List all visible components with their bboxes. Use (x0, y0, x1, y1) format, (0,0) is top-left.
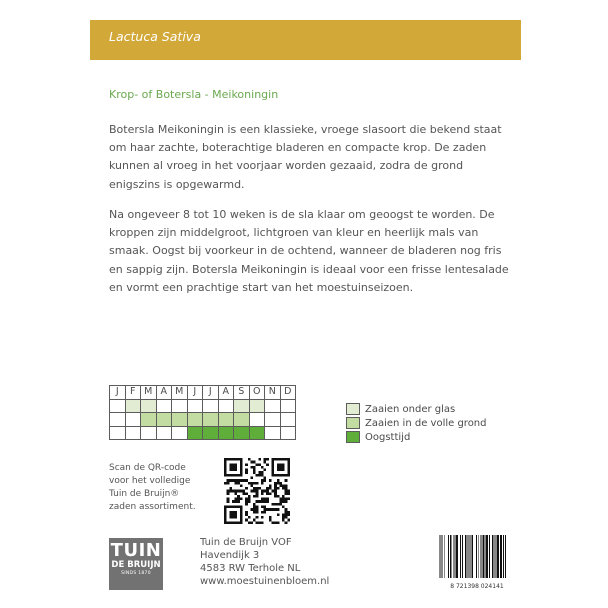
month-dec: D (280, 386, 296, 400)
legend-swatch-dark (346, 431, 360, 443)
qr-instructions-line: Scan de QR-code (109, 463, 186, 473)
month-jul: J (203, 386, 219, 400)
calendar-cell (203, 399, 219, 413)
month-oct: O (249, 386, 265, 400)
header-banner (90, 20, 521, 60)
street-address: Havendijk 3 (200, 550, 260, 561)
month-nov: N (265, 386, 281, 400)
company-address (200, 536, 329, 588)
month-apr: A (156, 386, 172, 400)
month-aug: A (218, 386, 234, 400)
calendar-cell (125, 426, 141, 440)
calendar-row-zaaien-volle-grond (110, 413, 296, 427)
calendar-cell (156, 413, 172, 427)
calendar-cell (172, 426, 188, 440)
logo-text-sinds: SINDS 1870 (121, 571, 151, 576)
qr-instructions (109, 462, 196, 514)
calendar-cell (265, 426, 281, 440)
calendar-cell (203, 413, 219, 427)
calendar-legend (346, 402, 487, 444)
month-feb: F (125, 386, 141, 400)
tuin-de-bruijn-logo (109, 538, 163, 590)
calendar-cell (187, 426, 203, 440)
calendar-cell (265, 413, 281, 427)
calendar-cell (280, 413, 296, 427)
postal-city: 4583 RW Terhole NL (200, 563, 301, 574)
logo-text-de-bruijn: DE BRUIJN (111, 560, 161, 570)
calendar-cell (234, 399, 250, 413)
calendar-cell (280, 399, 296, 413)
description-paragraph-2: Na ongeveer 8 tot 10 weken is de sla klaar om geoogst te worden. De kroppen zijn middelgroot, lichtgroen van kleur en heerlijk mals van smaak. Oogst bij voorkeur in de ochtend, wanneer de bladeren nog fris en sappig zijn. Botersla Meikoningin is ideaal voor een frisse lentesalade en vormt een prachtige start van het moestuinseizoen. (109, 208, 509, 294)
calendar-cell (265, 399, 281, 413)
month-jan: J (110, 386, 126, 400)
calendar-cell (249, 399, 265, 413)
calendar-cell (249, 413, 265, 427)
legend-label: Zaaien onder glas (365, 403, 456, 415)
calendar-cell (234, 413, 250, 427)
legend-swatch-light (346, 403, 360, 415)
month-sep: S (234, 386, 250, 400)
calendar-row-oogsttijd (110, 426, 296, 440)
calendar-cell (141, 399, 157, 413)
calendar-cell (234, 426, 250, 440)
calendar-cell (156, 426, 172, 440)
calendar-cell (218, 426, 234, 440)
sowing-calendar (109, 385, 296, 440)
calendar-cell (125, 413, 141, 427)
barcode-number: 8 721398 024141 (450, 583, 504, 590)
month-may: M (172, 386, 188, 400)
legend-item-zaaien-onder-glas (346, 402, 487, 416)
calendar-cell (141, 426, 157, 440)
latin-name: Lactuca Sativa (109, 29, 201, 44)
month-jun: J (187, 386, 203, 400)
qr-instructions-line: zaden assortiment. (109, 502, 196, 512)
calendar-cell (187, 399, 203, 413)
month-mar: M (141, 386, 157, 400)
legend-swatch-medium (346, 417, 360, 429)
legend-item-zaaien-volle-grond (346, 416, 487, 430)
legend-item-oogsttijd (346, 430, 487, 444)
calendar-cell (125, 399, 141, 413)
calendar-month-row (110, 386, 296, 400)
calendar-cell (141, 413, 157, 427)
legend-label: Zaaien in de volle grond (365, 417, 487, 429)
qr-instructions-line: Tuin de Bruijn® (109, 489, 180, 499)
calendar-cell (110, 399, 126, 413)
qr-code-icon[interactable] (223, 458, 291, 524)
calendar-cell (249, 426, 265, 440)
calendar-cell (172, 413, 188, 427)
legend-label: Oogsttijd (365, 431, 411, 443)
calendar-cell (218, 413, 234, 427)
calendar-cell (110, 426, 126, 440)
website-link[interactable]: www.moestuinenbloem.nl (200, 576, 330, 587)
calendar-cell (187, 413, 203, 427)
calendar-row-zaaien-onder-glas (110, 399, 296, 413)
calendar-cell (280, 426, 296, 440)
calendar-cell (156, 399, 172, 413)
qr-instructions-line: voor het volledige (109, 476, 191, 486)
company-name: Tuin de Bruijn VOF (200, 537, 292, 548)
logo-text-tuin: TUIN (110, 540, 162, 561)
calendar-cell (203, 426, 219, 440)
description-paragraph-1: Botersla Meikoningin is een klassieke, vroege slasoort die bekend staat om haar zachte, boterachtige bladeren en compacte krop. De zaden kunnen al vroeg in het voorjaar worden gezaaid, zodra de grond enigszins is opgewarmd. (109, 123, 502, 191)
calendar-cell (172, 399, 188, 413)
calendar-cell (218, 399, 234, 413)
calendar-cell (110, 413, 126, 427)
product-title: Krop- of Botersla - Meikoningin (109, 88, 279, 101)
